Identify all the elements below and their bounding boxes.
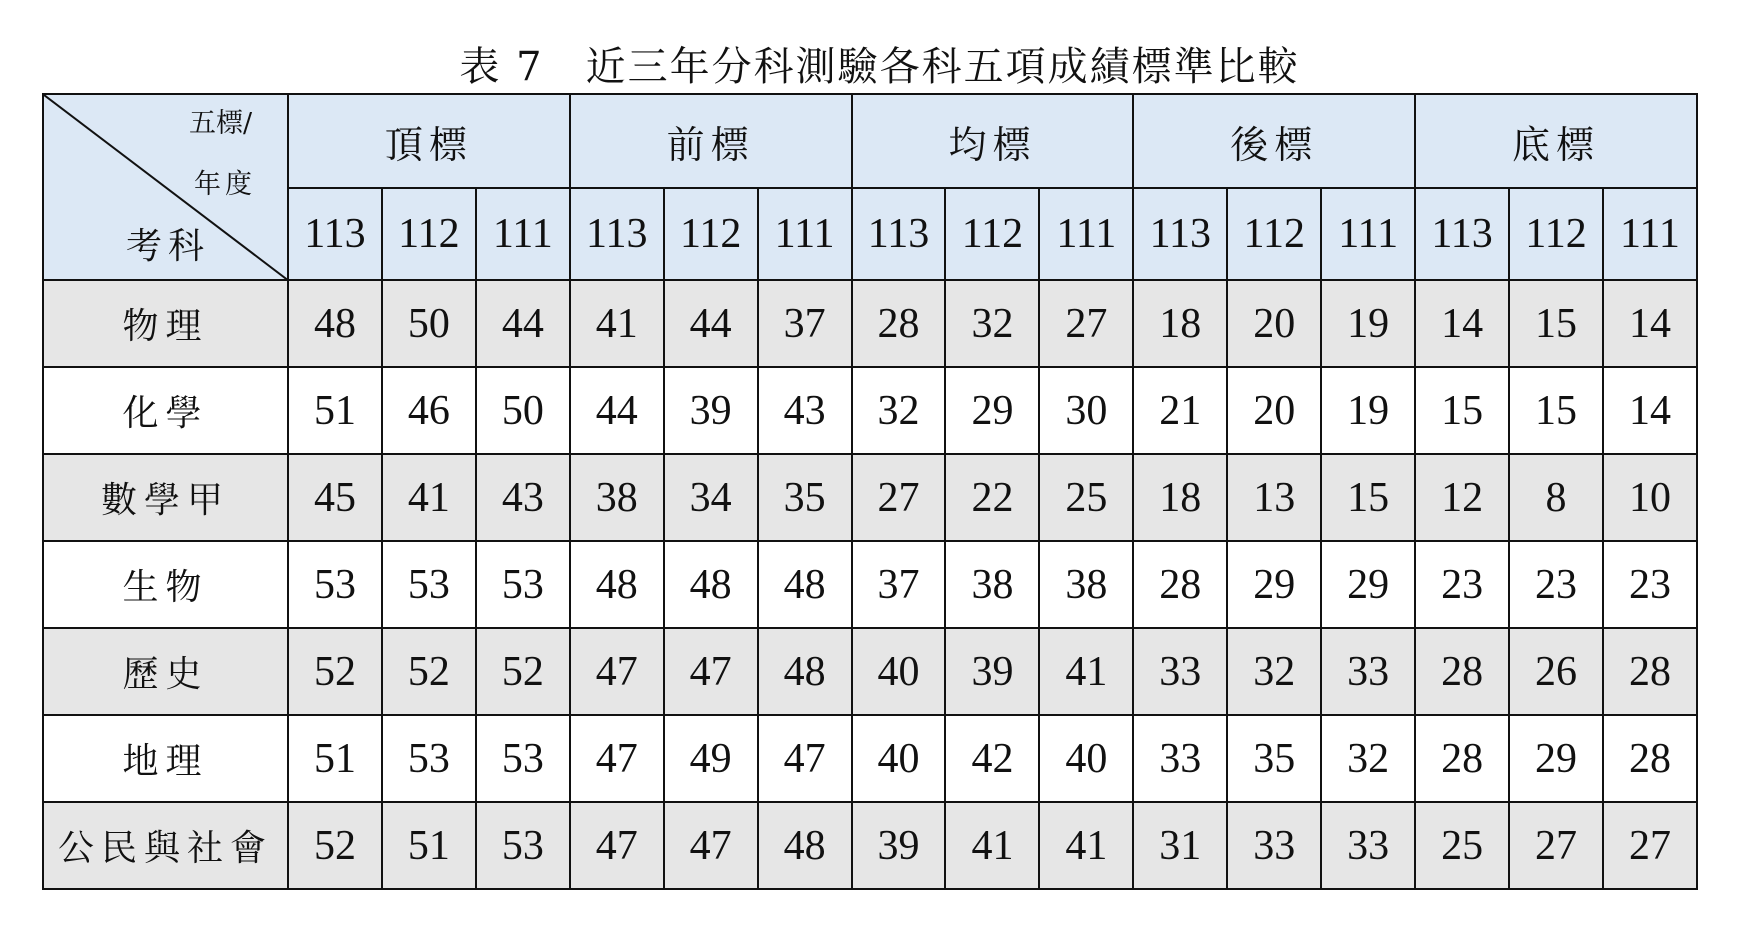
year-header-cell: 111 [1603, 188, 1697, 280]
score-cell: 32 [1227, 628, 1321, 715]
table-row [43, 628, 1697, 715]
score-cell: 53 [476, 715, 570, 802]
subject-cell: 生物 [43, 541, 288, 628]
score-cell: 47 [570, 715, 664, 802]
corner-label-standards: 五標/ [189, 108, 253, 139]
table-body [43, 280, 1697, 889]
table-row [43, 541, 1697, 628]
score-cell: 15 [1509, 280, 1603, 367]
score-cell: 13 [1227, 454, 1321, 541]
score-cell: 19 [1321, 367, 1415, 454]
table-row [43, 454, 1697, 541]
table-row [43, 802, 1697, 889]
score-cell: 27 [1509, 802, 1603, 889]
score-cell: 37 [758, 280, 852, 367]
score-cell: 48 [758, 802, 852, 889]
year-header-cell: 113 [1133, 188, 1227, 280]
score-cell: 32 [945, 280, 1039, 367]
year-header-cell: 112 [664, 188, 758, 280]
score-cell: 42 [945, 715, 1039, 802]
score-cell: 33 [1227, 802, 1321, 889]
score-cell: 44 [476, 280, 570, 367]
score-cell: 52 [288, 628, 382, 715]
corner-header-cell [43, 94, 288, 280]
score-cell: 53 [382, 541, 476, 628]
score-cell: 15 [1321, 454, 1415, 541]
table-title: 表 7 近三年分科測驗各科五項成績標準比較 [459, 44, 1300, 90]
score-cell: 39 [945, 628, 1039, 715]
score-cell: 51 [288, 367, 382, 454]
score-cell: 47 [570, 802, 664, 889]
corner-label-year: 年度 [194, 169, 256, 200]
score-cell: 44 [664, 280, 758, 367]
score-cell: 29 [1227, 541, 1321, 628]
score-cell: 38 [570, 454, 664, 541]
score-cell: 29 [1321, 541, 1415, 628]
score-cell: 28 [1603, 628, 1697, 715]
subject-cell: 數學甲 [43, 454, 288, 541]
score-cell: 43 [758, 367, 852, 454]
score-cell: 47 [664, 802, 758, 889]
score-cell: 33 [1133, 715, 1227, 802]
score-cell: 45 [288, 454, 382, 541]
score-cell: 40 [1039, 715, 1133, 802]
score-cell: 34 [664, 454, 758, 541]
score-cell: 27 [852, 454, 946, 541]
score-cell: 10 [1603, 454, 1697, 541]
score-cell: 41 [945, 802, 1039, 889]
score-cell: 14 [1603, 280, 1697, 367]
group-header-average: 均標 [852, 94, 1134, 188]
score-cell: 22 [945, 454, 1039, 541]
subject-cell: 公民與社會 [43, 802, 288, 889]
year-header-cell: 113 [1415, 188, 1509, 280]
year-header-cell: 111 [1039, 188, 1133, 280]
score-cell: 48 [758, 541, 852, 628]
score-cell: 41 [382, 454, 476, 541]
score-cell: 20 [1227, 280, 1321, 367]
score-cell: 46 [382, 367, 476, 454]
score-cell: 38 [945, 541, 1039, 628]
score-cell: 23 [1415, 541, 1509, 628]
score-cell: 14 [1603, 367, 1697, 454]
score-cell: 40 [852, 715, 946, 802]
score-cell: 50 [476, 367, 570, 454]
year-header-cell: 112 [382, 188, 476, 280]
subject-cell: 化學 [43, 367, 288, 454]
score-cell: 28 [1415, 715, 1509, 802]
score-cell: 33 [1133, 628, 1227, 715]
score-cell: 51 [382, 802, 476, 889]
score-cell: 48 [758, 628, 852, 715]
score-cell: 47 [758, 715, 852, 802]
table-row [43, 367, 1697, 454]
year-header-cell: 112 [1509, 188, 1603, 280]
score-cell: 31 [1133, 802, 1227, 889]
corner-label-subject: 考科 [126, 226, 211, 267]
subject-cell: 物理 [43, 280, 288, 367]
header-row-groups [43, 94, 1697, 188]
score-cell: 18 [1133, 280, 1227, 367]
score-cell: 21 [1133, 367, 1227, 454]
score-cell: 29 [1509, 715, 1603, 802]
score-cell: 14 [1415, 280, 1509, 367]
score-cell: 53 [476, 541, 570, 628]
score-cell: 23 [1509, 541, 1603, 628]
year-header-cell: 111 [1321, 188, 1415, 280]
score-cell: 49 [664, 715, 758, 802]
score-cell: 47 [570, 628, 664, 715]
score-cell: 29 [945, 367, 1039, 454]
score-cell: 12 [1415, 454, 1509, 541]
score-cell: 48 [570, 541, 664, 628]
group-header-front: 前標 [570, 94, 852, 188]
group-header-bottom: 底標 [1415, 94, 1697, 188]
score-cell: 28 [1415, 628, 1509, 715]
header-row-years [43, 188, 1697, 280]
score-cell: 48 [664, 541, 758, 628]
score-cell: 40 [852, 628, 946, 715]
score-cell: 27 [1603, 802, 1697, 889]
score-standards-table [42, 93, 1698, 890]
group-header-top: 頂標 [288, 94, 570, 188]
subject-cell: 地理 [43, 715, 288, 802]
score-cell: 15 [1509, 367, 1603, 454]
score-cell: 53 [288, 541, 382, 628]
score-cell: 53 [382, 715, 476, 802]
table-row [43, 280, 1697, 367]
year-header-cell: 112 [945, 188, 1039, 280]
table-row [43, 715, 1697, 802]
score-cell: 28 [1603, 715, 1697, 802]
score-cell: 41 [570, 280, 664, 367]
score-cell: 48 [288, 280, 382, 367]
score-cell: 50 [382, 280, 476, 367]
score-cell: 28 [852, 280, 946, 367]
score-cell: 19 [1321, 280, 1415, 367]
score-cell: 25 [1415, 802, 1509, 889]
score-cell: 37 [852, 541, 946, 628]
year-header-cell: 113 [288, 188, 382, 280]
score-cell: 52 [382, 628, 476, 715]
year-header-cell: 111 [758, 188, 852, 280]
year-header-cell: 113 [570, 188, 664, 280]
score-cell: 30 [1039, 367, 1133, 454]
score-cell: 44 [570, 367, 664, 454]
score-cell: 41 [1039, 628, 1133, 715]
score-cell: 8 [1509, 454, 1603, 541]
score-cell: 23 [1603, 541, 1697, 628]
score-cell: 18 [1133, 454, 1227, 541]
score-cell: 32 [852, 367, 946, 454]
score-cell: 15 [1415, 367, 1509, 454]
score-cell: 41 [1039, 802, 1133, 889]
score-cell: 28 [1133, 541, 1227, 628]
score-cell: 38 [1039, 541, 1133, 628]
score-cell: 33 [1321, 628, 1415, 715]
score-cell: 43 [476, 454, 570, 541]
year-header-cell: 111 [476, 188, 570, 280]
score-cell: 35 [1227, 715, 1321, 802]
score-cell: 26 [1509, 628, 1603, 715]
score-cell: 33 [1321, 802, 1415, 889]
score-cell: 52 [476, 628, 570, 715]
group-header-back: 後標 [1133, 94, 1415, 188]
score-cell: 39 [664, 367, 758, 454]
score-cell: 35 [758, 454, 852, 541]
score-cell: 27 [1039, 280, 1133, 367]
score-cell: 47 [664, 628, 758, 715]
score-cell: 32 [1321, 715, 1415, 802]
score-cell: 25 [1039, 454, 1133, 541]
subject-cell: 歷史 [43, 628, 288, 715]
year-header-cell: 113 [852, 188, 946, 280]
score-cell: 53 [476, 802, 570, 889]
score-cell: 39 [852, 802, 946, 889]
score-cell: 52 [288, 802, 382, 889]
score-cell: 51 [288, 715, 382, 802]
score-cell: 20 [1227, 367, 1321, 454]
year-header-cell: 112 [1227, 188, 1321, 280]
